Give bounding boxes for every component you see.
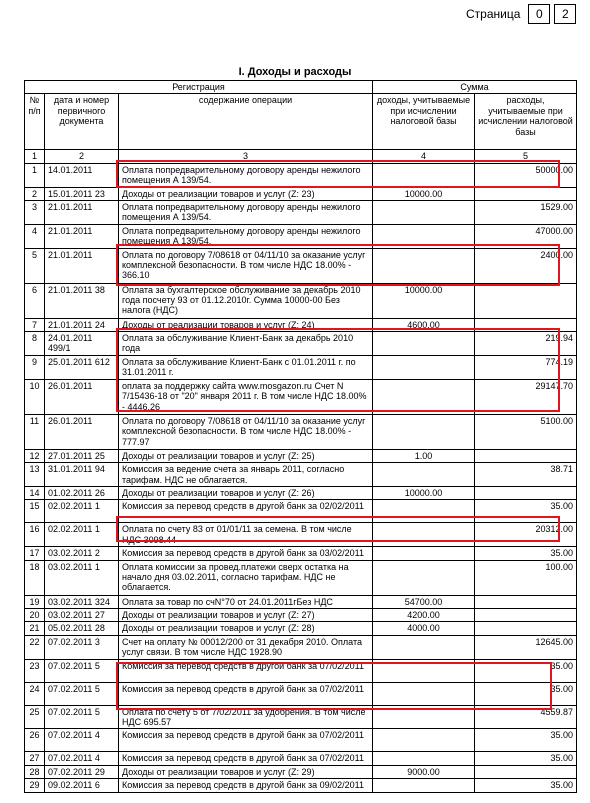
row-expense: 35.00 <box>475 729 577 752</box>
row-expense: 5100.00 <box>475 414 577 449</box>
row-number: 13 <box>25 463 45 487</box>
row-content: Комиссия за перевод средств в другой банк за 09/02/2011 <box>119 779 373 792</box>
row-income <box>373 201 475 225</box>
row-content: Комиссия за перевод средств в другой банк за 07/02/2011 <box>119 729 373 752</box>
row-content: Оплата по договору 7/08618 от 04/11/10 за оказание услуг комплексной безопасности. В том числе НДС 18.00% - 366.10 <box>119 248 373 283</box>
table-row <box>25 779 577 792</box>
row-date: 26.01.2011 <box>45 379 119 414</box>
row-number: 15 <box>25 500 45 523</box>
row-number: 21 <box>25 622 45 635</box>
row-content: Комиссия за перевод средств в другой банк за 07/02/2011 <box>119 752 373 765</box>
row-content: оплата за поддержку сайта www.mosgazon.ru Счет N 7/15436-18 от "20" января 2011 г. В том числе НДС 18.00% - 4446.26 <box>119 379 373 414</box>
col-number: 1 <box>25 150 45 163</box>
table-row <box>25 595 577 608</box>
row-expense: 20312.00 <box>475 523 577 547</box>
table-row <box>25 705 577 729</box>
row-income <box>373 355 475 379</box>
row-income: 10000.00 <box>373 486 475 499</box>
row-date: 03.02.2011 324 <box>45 595 119 608</box>
header-date-doc: дата и номер первичного документа <box>45 94 119 150</box>
row-number: 7 <box>25 318 45 331</box>
row-number: 12 <box>25 449 45 462</box>
table-row <box>25 463 577 487</box>
row-date: 25.01.2011 612 <box>45 355 119 379</box>
row-number: 16 <box>25 523 45 547</box>
row-date: 21.01.2011 24 <box>45 318 119 331</box>
row-date: 21.01.2011 38 <box>45 283 119 318</box>
row-date: 15.01.2011 23 <box>45 187 119 200</box>
table-row <box>25 355 577 379</box>
page-number <box>466 4 576 24</box>
row-income <box>373 500 475 523</box>
row-date: 07.02.2011 5 <box>45 705 119 729</box>
row-expense: 50000.00 <box>475 163 577 187</box>
row-number: 3 <box>25 201 45 225</box>
row-content: Оплата попредварительному договору аренды нежилого помещения А 139/54. <box>119 163 373 187</box>
row-number: 17 <box>25 547 45 560</box>
row-date: 02.02.2011 1 <box>45 523 119 547</box>
row-expense: 2400.00 <box>475 248 577 283</box>
header-content: содержание операции <box>119 94 373 150</box>
header-income: доходы, учитываемые при исчислении налоговой базы <box>373 94 475 150</box>
row-expense: 35.00 <box>475 659 577 682</box>
row-expense: 100.00 <box>475 560 577 595</box>
row-income <box>373 779 475 792</box>
row-expense <box>475 608 577 621</box>
row-expense <box>475 449 577 462</box>
table-row <box>25 682 577 705</box>
row-expense: 35.00 <box>475 500 577 523</box>
row-content: Комиссия за перевод средств в другой банк за 07/02/2011 <box>119 659 373 682</box>
row-date: 02.02.2011 1 <box>45 500 119 523</box>
row-expense: 35.00 <box>475 752 577 765</box>
row-date: 31.01.2011 94 <box>45 463 119 487</box>
row-date: 14.01.2011 <box>45 163 119 187</box>
row-date: 07.02.2011 5 <box>45 659 119 682</box>
ledger-table <box>24 80 577 793</box>
row-date: 07.02.2011 29 <box>45 765 119 778</box>
table-row <box>25 414 577 449</box>
row-content: Комиссия за перевод средств в другой банк за 02/02/2011 <box>119 500 373 523</box>
row-income <box>373 682 475 705</box>
row-content: Доходы от реализации товаров и услуг (Z: 28) <box>119 622 373 635</box>
row-expense: 35.00 <box>475 779 577 792</box>
row-expense <box>475 318 577 331</box>
table-row <box>25 729 577 752</box>
row-income <box>373 705 475 729</box>
row-content: Оплата попредварительному договору аренды нежилого помещения А 139/54. <box>119 201 373 225</box>
table-row <box>25 248 577 283</box>
row-content: Оплата комиссии за провед.платежи сверх остатка на начало дня 03.02.2011, согласно тарифам. НДС не облагается. <box>119 560 373 595</box>
row-date: 07.02.2011 4 <box>45 729 119 752</box>
page-digit-2: 2 <box>554 4 576 24</box>
row-number: 4 <box>25 224 45 248</box>
row-income <box>373 547 475 560</box>
row-expense: 38.71 <box>475 463 577 487</box>
row-income <box>373 224 475 248</box>
row-date: 09.02.2011 6 <box>45 779 119 792</box>
row-content: Оплата попредварительному договору аренды нежилого помещения А 139/54. <box>119 224 373 248</box>
row-date: 03.02.2011 2 <box>45 547 119 560</box>
row-expense <box>475 622 577 635</box>
row-number: 18 <box>25 560 45 595</box>
row-date: 26.01.2011 <box>45 414 119 449</box>
row-number: 10 <box>25 379 45 414</box>
col-number: 3 <box>119 150 373 163</box>
table-row <box>25 379 577 414</box>
row-content: Оплата за обслуживание Клиент-Банк с 01.01.2011 г. по 31.01.2011 г. <box>119 355 373 379</box>
row-date: 07.02.2011 3 <box>45 635 119 659</box>
table-row <box>25 201 577 225</box>
row-expense: 1529.00 <box>475 201 577 225</box>
row-expense: 774.19 <box>475 355 577 379</box>
row-expense <box>475 595 577 608</box>
table-row <box>25 752 577 765</box>
row-income: 1.00 <box>373 449 475 462</box>
table-row <box>25 224 577 248</box>
row-content: Доходы от реализации товаров и услуг (Z: 27) <box>119 608 373 621</box>
row-content: Оплата по договору 7/08618 от 04/11/10 за оказание услуг комплексной безопасности. В том числе НДС 18.00% - 777.97 <box>119 414 373 449</box>
row-expense: 219.94 <box>475 332 577 356</box>
row-date: 03.02.2011 1 <box>45 560 119 595</box>
row-date: 01.02.2011 26 <box>45 486 119 499</box>
row-date: 07.02.2011 5 <box>45 682 119 705</box>
row-number: 1 <box>25 163 45 187</box>
table-row <box>25 332 577 356</box>
row-expense <box>475 187 577 200</box>
row-number: 6 <box>25 283 45 318</box>
row-expense: 29147.70 <box>475 379 577 414</box>
row-income: 54700.00 <box>373 595 475 608</box>
row-date: 21.01.2011 <box>45 201 119 225</box>
row-content: Доходы от реализации товаров и услуг (Z: 24) <box>119 318 373 331</box>
table-row <box>25 523 577 547</box>
row-number: 23 <box>25 659 45 682</box>
row-content: Доходы от реализации товаров и услуг (Z: 23) <box>119 187 373 200</box>
table-row <box>25 449 577 462</box>
table-row <box>25 500 577 523</box>
row-income <box>373 560 475 595</box>
header-sum: Сумма <box>373 81 577 94</box>
header-expense: расходы, учитываемые при исчислении налоговой базы <box>475 94 577 150</box>
row-content: Доходы от реализации товаров и услуг (Z: 25) <box>119 449 373 462</box>
row-income <box>373 332 475 356</box>
row-number: 2 <box>25 187 45 200</box>
header-num: № п/п <box>25 94 45 150</box>
table-row <box>25 765 577 778</box>
col-number: 2 <box>45 150 119 163</box>
row-income <box>373 635 475 659</box>
row-expense <box>475 486 577 499</box>
row-number: 14 <box>25 486 45 499</box>
row-expense: 4559.87 <box>475 705 577 729</box>
row-content: Комиссия за ведение счета за январь 2011, согласно тарифам. НДС не облагается. <box>119 463 373 487</box>
header-registration: Регистрация <box>25 81 373 94</box>
row-income <box>373 659 475 682</box>
row-date: 21.01.2011 <box>45 224 119 248</box>
row-income: 10000.00 <box>373 187 475 200</box>
table-row <box>25 635 577 659</box>
row-date: 21.01.2011 <box>45 248 119 283</box>
table-row <box>25 318 577 331</box>
row-expense <box>475 283 577 318</box>
row-income: 4000.00 <box>373 622 475 635</box>
row-income <box>373 248 475 283</box>
row-date: 03.02.2011 27 <box>45 608 119 621</box>
table-row <box>25 547 577 560</box>
row-number: 26 <box>25 729 45 752</box>
row-content: Комиссия за перевод средств в другой банк за 07/02/2011 <box>119 682 373 705</box>
table-row <box>25 659 577 682</box>
row-number: 19 <box>25 595 45 608</box>
table-row <box>25 608 577 621</box>
table-row <box>25 283 577 318</box>
row-income: 4200.00 <box>373 608 475 621</box>
row-income <box>373 463 475 487</box>
row-date: 07.02.2011 4 <box>45 752 119 765</box>
row-number: 24 <box>25 682 45 705</box>
row-number: 22 <box>25 635 45 659</box>
row-content: Счет на оплату № 00012/200 от 31 декабря 2010. Оплата услуг связи. В том числе НДС 1928.90 <box>119 635 373 659</box>
row-income <box>373 523 475 547</box>
row-number: 25 <box>25 705 45 729</box>
row-date: 27.01.2011 25 <box>45 449 119 462</box>
row-expense: 12645.00 <box>475 635 577 659</box>
row-expense: 35.00 <box>475 547 577 560</box>
row-income: 9000.00 <box>373 765 475 778</box>
row-income <box>373 379 475 414</box>
row-content: Оплата по счету 5 от 7/02/2011 за удобрения. В том числе НДС 695.57 <box>119 705 373 729</box>
table-row <box>25 560 577 595</box>
row-number: 20 <box>25 608 45 621</box>
row-income <box>373 752 475 765</box>
row-content: Оплата за обслуживание Клиент-Банк за декабрь 2010 года <box>119 332 373 356</box>
col-number: 4 <box>373 150 475 163</box>
row-number: 11 <box>25 414 45 449</box>
row-content: Доходы от реализации товаров и услуг (Z: 26) <box>119 486 373 499</box>
row-expense: 47000.00 <box>475 224 577 248</box>
row-date: 05.02.2011 28 <box>45 622 119 635</box>
row-date: 24.01.2011 499/1 <box>45 332 119 356</box>
row-content: Оплата за бухгалтерское обслуживание за декабрь 2010 года посчету 93 от 01.12.2010г. Сумма 10000-00 Без налога (НДС) <box>119 283 373 318</box>
row-income: 4600.00 <box>373 318 475 331</box>
row-content: Оплата за товар по счN°70 от 24.01.2011гБез НДС <box>119 595 373 608</box>
row-expense: 35.00 <box>475 682 577 705</box>
row-number: 9 <box>25 355 45 379</box>
col-number: 5 <box>475 150 577 163</box>
section-title: I. Доходы и расходы <box>238 66 352 78</box>
row-content: Комиссия за перевод средств в другой банк за 03/02/2011 <box>119 547 373 560</box>
page-digit-1: 0 <box>528 4 550 24</box>
table-row <box>25 163 577 187</box>
page-label: Страница <box>466 7 521 21</box>
row-number: 5 <box>25 248 45 283</box>
row-content: Оплата по счету 83 от 01/01/11 за семена. В том числе НДС 3098.44 <box>119 523 373 547</box>
table-row <box>25 622 577 635</box>
row-number: 8 <box>25 332 45 356</box>
row-income <box>373 729 475 752</box>
row-content: Доходы от реализации товаров и услуг (Z: 29) <box>119 765 373 778</box>
row-income: 10000.00 <box>373 283 475 318</box>
row-income <box>373 163 475 187</box>
table-row <box>25 486 577 499</box>
table-row <box>25 187 577 200</box>
row-expense <box>475 765 577 778</box>
row-number: 28 <box>25 765 45 778</box>
row-income <box>373 414 475 449</box>
row-number: 29 <box>25 779 45 792</box>
row-number: 27 <box>25 752 45 765</box>
